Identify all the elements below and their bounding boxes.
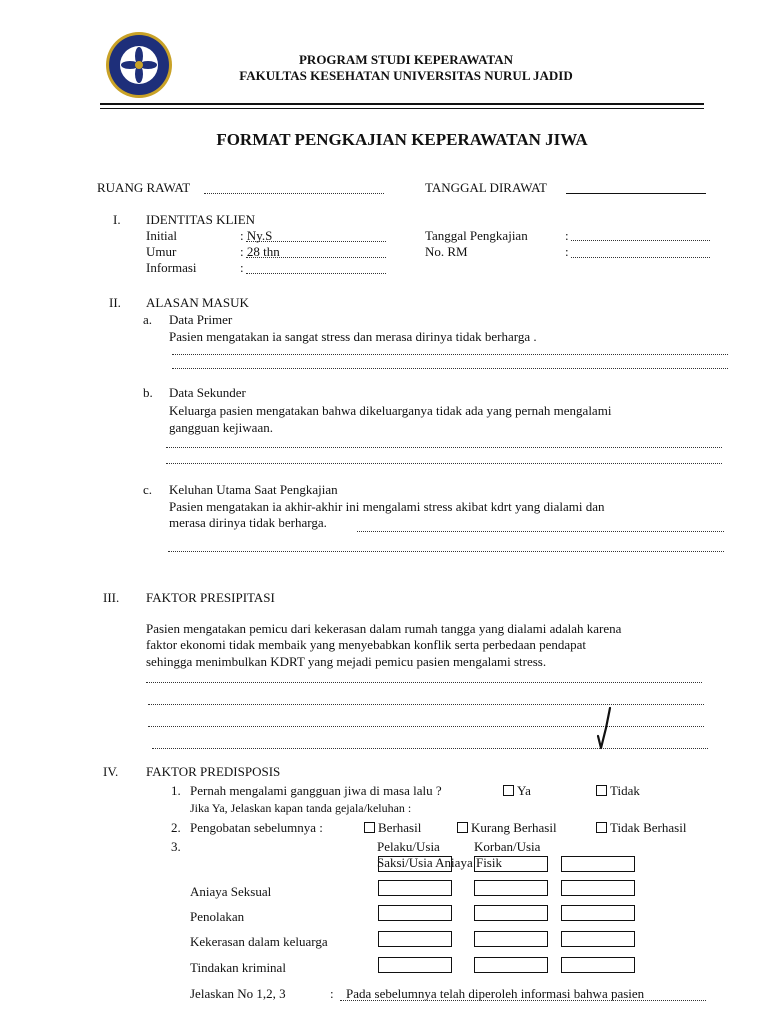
checkbox-icon[interactable] (596, 785, 607, 796)
informasi-value: : (240, 260, 244, 275)
checkbox-icon[interactable] (457, 822, 468, 833)
umur-label: Umur (146, 244, 177, 259)
tindakan-kriminal-pelaku-box[interactable] (378, 957, 452, 973)
section2c-text1: Pasien mengatakan ia akhir-akhir ini mengalami stress akibat kdrt yang dialami dan (169, 499, 605, 514)
section2a-text: Pasien mengatakan ia sangat stress dan merasa dirinya tidak berharga . (169, 329, 537, 344)
section2c-line1[interactable] (357, 531, 724, 532)
header-rule-bottom (100, 108, 704, 109)
tanggal-pengkajian-label: Tanggal Pengkajian (425, 228, 528, 243)
section2-title: ALASAN MASUK (146, 295, 249, 310)
section2a-line1[interactable] (172, 354, 728, 355)
initial-value: : Ny.S (240, 228, 273, 243)
tanggal-pengkajian-value: : (565, 228, 569, 243)
aniaya-seksual-pelaku-box[interactable] (378, 880, 452, 896)
tanggal-dirawat-label: TANGGAL DIRAWAT (425, 180, 548, 195)
section3-text2: faktor ekonomi tidak membaik yang menyebabkan konflik serta perbedaan pendapat (146, 637, 587, 652)
row-kekerasan-keluarga-label: Kekerasan dalam keluarga (190, 934, 328, 949)
tanggal-pengkajian-field[interactable] (571, 240, 710, 241)
initial-field[interactable] (246, 241, 386, 242)
aniaya-fisik-saksi-box[interactable] (561, 856, 635, 872)
row-aniaya-seksual-label: Aniaya Seksual (190, 884, 272, 899)
q1-subtext: Jika Ya, Jelaskan kapan tanda gejala/keluhan : (190, 801, 412, 815)
jelaskan-value[interactable]: Pada sebelumnya telah diperoleh informasi bahwa pasien (346, 986, 645, 1001)
section4-number: IV. (103, 764, 119, 779)
aniaya-seksual-korban-box[interactable] (474, 880, 548, 896)
q2-text: Pengobatan sebelumnya : (190, 820, 323, 835)
jelaskan-colon: : (330, 986, 334, 1001)
q2-number: 2. (171, 820, 181, 835)
section2b-text1: Keluarga pasien mengatakan bahwa dikeluarganya tidak ada yang pernah mengalami (169, 403, 612, 418)
row-tindakan-kriminal-label: Tindakan kriminal (190, 960, 286, 975)
q2-option-kurang-berhasil[interactable]: Kurang Berhasil (457, 820, 557, 836)
section3-line2[interactable] (148, 704, 704, 705)
section2c-letter: c. (143, 482, 153, 497)
q3-number: 3. (171, 839, 181, 854)
no-rm-field[interactable] (571, 257, 710, 258)
q1-number: 1. (171, 783, 181, 798)
section2c-text2: merasa dirinya tidak berharga. (169, 515, 327, 530)
section1-number: I. (113, 212, 121, 227)
penolakan-saksi-box[interactable] (561, 905, 635, 921)
section1-title: IDENTITAS KLIEN (146, 212, 256, 227)
q1-text: Pernah mengalami gangguan jiwa di masa lalu ? (190, 783, 442, 798)
section3-text3: sehingga menimbulkan KDRT yang mejadi pemicu pasien mengalami stress. (146, 654, 547, 669)
section3-text1: Pasien mengatakan pemicu dari kekerasan dalam rumah tangga yang dialami adalah karena (146, 621, 622, 636)
kekerasan-keluarga-pelaku-box[interactable] (378, 931, 452, 947)
section2b-line2[interactable] (166, 463, 722, 464)
section3-title: FAKTOR PRESIPITASI (146, 590, 275, 605)
q2-option-tidak-berhasil[interactable]: Tidak Berhasil (596, 820, 686, 836)
q3-col-saksi: Saksi/Usia Aniaya Fisik (377, 855, 502, 870)
aniaya-seksual-saksi-box[interactable] (561, 880, 635, 896)
checkbox-icon[interactable] (503, 785, 514, 796)
header-line1: PROGRAM STUDI KEPERAWATAN (298, 52, 514, 67)
no-rm-label: No. RM (425, 244, 468, 259)
checkbox-icon[interactable] (596, 822, 607, 833)
informasi-field[interactable] (246, 273, 386, 274)
section2b-line1[interactable] (166, 447, 722, 448)
jelaskan-label: Jelaskan No 1,2, 3 (190, 986, 286, 1001)
penolakan-korban-box[interactable] (474, 905, 548, 921)
q3-col-korban: Korban/Usia (474, 839, 541, 854)
section2c-line2[interactable] (168, 551, 724, 552)
tindakan-kriminal-korban-box[interactable] (474, 957, 548, 973)
informasi-label: Informasi (146, 260, 197, 275)
section2a-line2[interactable] (172, 368, 728, 369)
penolakan-pelaku-box[interactable] (378, 905, 452, 921)
checkbox-icon[interactable] (364, 822, 375, 833)
q2-option-berhasil[interactable]: Berhasil (364, 820, 421, 836)
handwritten-check-icon (590, 702, 620, 752)
kekerasan-keluarga-korban-box[interactable] (474, 931, 548, 947)
section3-line3[interactable] (148, 726, 704, 727)
kekerasan-keluarga-saksi-box[interactable] (561, 931, 635, 947)
ruang-rawat-field[interactable] (204, 193, 384, 194)
section3-line1[interactable] (146, 682, 702, 683)
tanggal-dirawat-field[interactable] (566, 193, 706, 194)
ruang-rawat-label: RUANG RAWAT (97, 180, 191, 195)
section2c-title: Keluhan Utama Saat Pengkajian (169, 482, 338, 497)
section2b-letter: b. (143, 385, 153, 400)
section2a-title: Data Primer (169, 312, 233, 327)
no-rm-value: : (565, 244, 569, 259)
jelaskan-field[interactable] (340, 1000, 706, 1001)
umur-field[interactable] (246, 257, 386, 258)
section3-line4[interactable] (152, 748, 708, 749)
section4-title: FAKTOR PREDISPOSIS (146, 764, 281, 779)
page-title: FORMAT PENGKAJIAN KEPERAWATAN JIWA (216, 130, 588, 149)
section2b-title: Data Sekunder (169, 385, 246, 400)
q1-option-tidak[interactable]: Tidak (596, 783, 640, 799)
header-line2: FAKULTAS KESEHATAN UNIVERSITAS NURUL JADID (239, 68, 573, 83)
section3-number: III. (103, 590, 120, 605)
row-penolakan-label: Penolakan (190, 909, 245, 924)
header-rule-top (100, 103, 704, 105)
section2-number: II. (109, 295, 121, 310)
q1-option-ya[interactable]: Ya (503, 783, 531, 799)
section2a-letter: a. (143, 312, 153, 327)
section2b-text2: gangguan kejiwaan. (169, 420, 273, 435)
row-aniaya-fisik-label: Aniaya Fisik (435, 855, 502, 870)
initial-label: Initial (146, 228, 178, 243)
q3-col-pelaku: Pelaku/Usia (377, 839, 440, 854)
umur-value: : 28 thn (240, 244, 280, 259)
tindakan-kriminal-saksi-box[interactable] (561, 957, 635, 973)
